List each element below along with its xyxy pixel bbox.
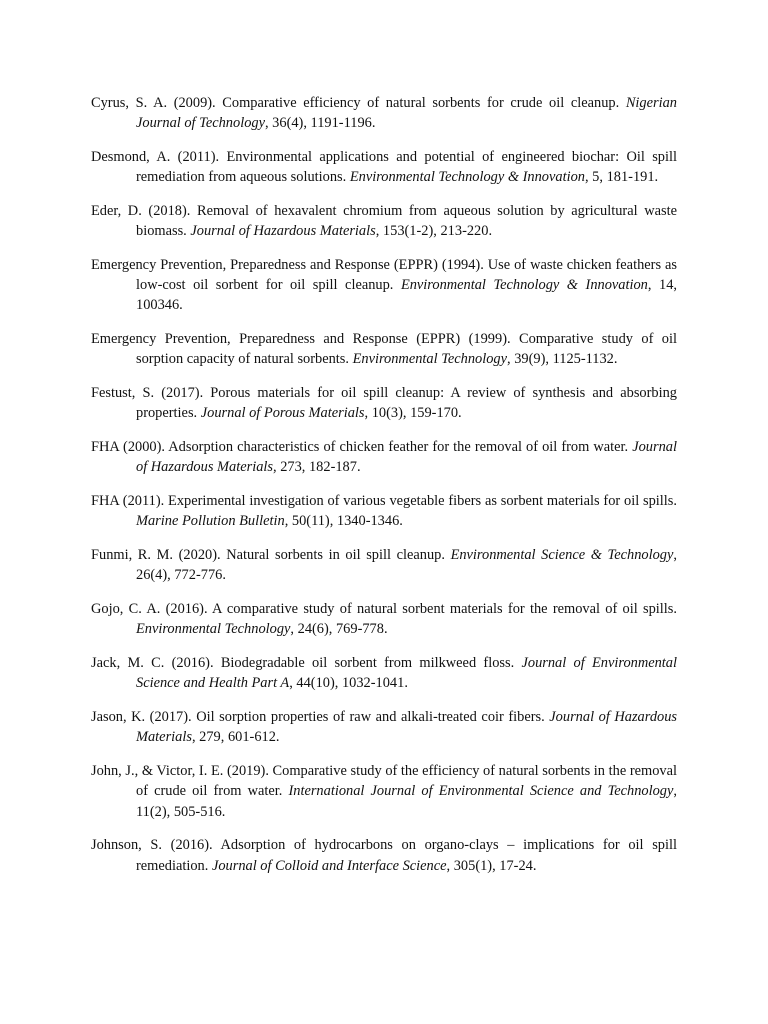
reference-text: Gojo, C. A. (2016). A comparative study of natural sorbent materials for the removal of oil spills. bbox=[91, 601, 677, 618]
reference-text: Festust, S. (2017). Porous materials for oil spill cleanup: A review of synthesis and absorbing properties. bbox=[91, 385, 677, 422]
reference-text: Emergency Prevention, Preparedness and Response (EPPR) (1999). Comparative study of oil sorption capacity of natural sorbents. bbox=[91, 331, 677, 368]
reference-text: Emergency Prevention, Preparedness and Response (EPPR) (1994). Use of waste chicken feathers as low-cost oil sorbent for oil spill cleanup. bbox=[91, 257, 677, 294]
journal-title: Journal of Environmental Science and Health Part A bbox=[136, 655, 677, 692]
reference-text: Jason, K. (2017). Oil sorption properties of raw and alkali-treated coir fibers. bbox=[91, 709, 550, 726]
reference-entry bbox=[91, 201, 677, 241]
reference-text: John, J., & Victor, I. E. (2019). Comparative study of the efficiency of natural sorbents in the removal of crude oil from water. bbox=[91, 763, 677, 800]
reference-text: Cyrus, S. A. (2009). Comparative efficiency of natural sorbents for crude oil cleanup. bbox=[91, 95, 626, 111]
reference-volume-pages: , 24(6), 769-778. bbox=[290, 621, 388, 638]
reference-text: Eder, D. (2018). Removal of hexavalent chromium from aqueous solution by agricultural waste biomass. bbox=[91, 203, 677, 240]
reference-entry bbox=[91, 545, 677, 585]
journal-title: Nigerian Journal of Technology bbox=[136, 95, 677, 132]
reference-text: Jack, M. C. (2016). Biodegradable oil sorbent from milkweed floss. bbox=[91, 655, 522, 672]
reference-text: Desmond, A. (2011). Environmental applications and potential of engineered biochar: Oil spill remediation from aqueous solutions. bbox=[91, 149, 677, 186]
reference-entry bbox=[91, 383, 677, 423]
reference-entry bbox=[91, 653, 677, 693]
reference-volume-pages: , 153(1-2), 213-220. bbox=[375, 223, 493, 240]
journal-title: Environmental Technology bbox=[136, 621, 291, 638]
reference-volume-pages: , 5, 181-191. bbox=[584, 169, 659, 186]
reference-volume-pages: , 26(4), 772-776. bbox=[136, 547, 677, 584]
reference-volume-pages: , 305(1), 17-24. bbox=[446, 857, 537, 874]
journal-title: Journal of Hazardous Materials bbox=[136, 709, 678, 746]
journal-title: Marine Pollution Bulletin bbox=[136, 513, 285, 530]
reference-entry bbox=[91, 491, 677, 531]
reference-volume-pages: , 10(3), 159-170. bbox=[364, 405, 462, 422]
journal-title: International Journal of Environmental Science and Technology bbox=[288, 783, 674, 800]
journal-title: Environmental Technology & Innovation bbox=[400, 277, 648, 294]
reference-volume-pages: , 50(11), 1340-1346. bbox=[284, 513, 403, 530]
reference-entry bbox=[91, 707, 677, 747]
reference-text: Funmi, R. M. (2020). Natural sorbents in oil spill cleanup. bbox=[91, 547, 451, 564]
reference-volume-pages: , 44(10), 1032-1041. bbox=[289, 675, 408, 692]
journal-title: Journal of Hazardous Materials bbox=[136, 439, 677, 476]
reference-volume-pages: , 36(4), 1191-1196. bbox=[264, 115, 376, 132]
journal-title: Journal of Porous Materials bbox=[200, 405, 365, 422]
journal-title: Environmental Technology bbox=[352, 351, 508, 368]
reference-entry bbox=[91, 599, 677, 639]
journal-title: Environmental Technology & Innovation bbox=[349, 169, 585, 186]
journal-title: Journal of Hazardous Materials bbox=[190, 223, 376, 240]
reference-volume-pages: , 39(9), 1125-1132. bbox=[507, 351, 618, 368]
reference-volume-pages: , 11(2), 505-516. bbox=[136, 783, 678, 820]
reference-volume-pages: , 279, 601-612. bbox=[191, 729, 280, 746]
journal-title: Environmental Science & Technology bbox=[450, 547, 674, 564]
journal-title: Journal of Colloid and Interface Science bbox=[211, 857, 447, 874]
reference-text: FHA (2011). Experimental investigation of various vegetable fibers as sorbent materials for oil spills. bbox=[91, 493, 677, 510]
reference-entry bbox=[91, 835, 677, 875]
reference-entry bbox=[91, 147, 677, 187]
reference-text: Johnson, S. (2016). Adsorption of hydrocarbons on organo-clays – implications for oil spill remediation. bbox=[91, 837, 677, 874]
reference-text: FHA (2000). Adsorption characteristics of chicken feather for the removal of oil from water. bbox=[91, 439, 633, 456]
reference-list bbox=[91, 93, 677, 889]
reference-entry bbox=[91, 329, 677, 369]
reference-entry bbox=[91, 761, 677, 822]
reference-entry bbox=[91, 93, 677, 133]
reference-entry bbox=[91, 255, 677, 316]
reference-entry bbox=[91, 437, 677, 477]
reference-volume-pages: , 273, 182-187. bbox=[273, 459, 361, 476]
reference-volume-pages: , 14, 100346. bbox=[136, 277, 678, 314]
